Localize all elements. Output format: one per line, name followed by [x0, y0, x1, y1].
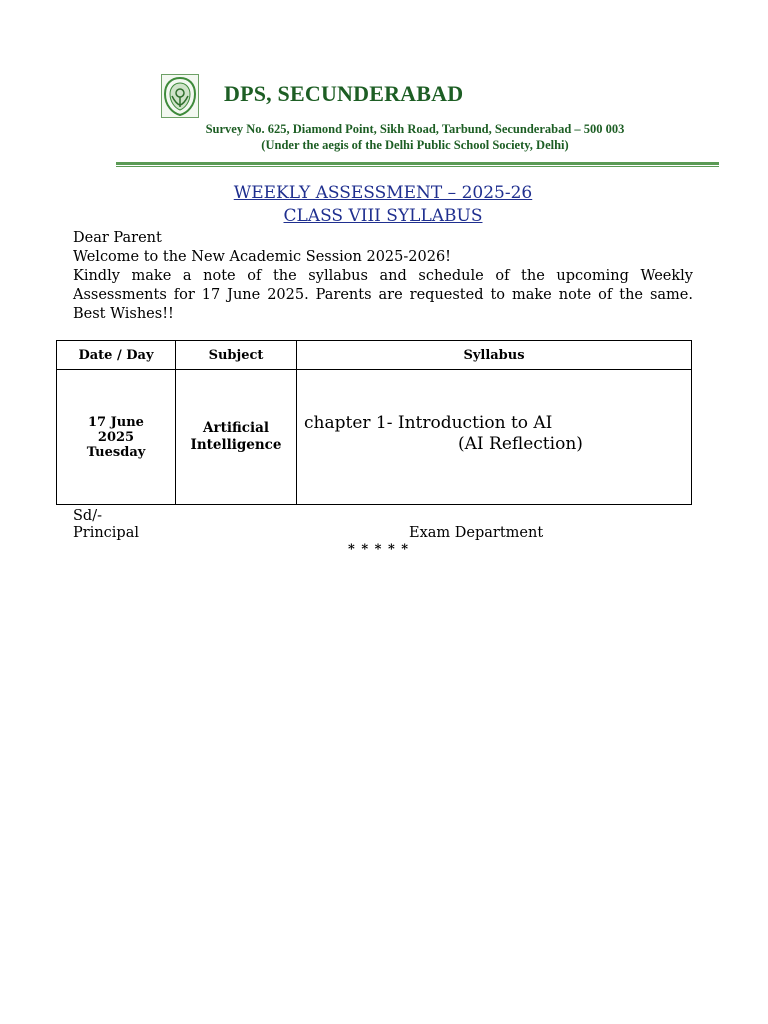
assessment-title: WEEKLY ASSESSMENT – 2025-26: [233, 183, 533, 203]
exam-day: Tuesday: [86, 444, 146, 460]
syllabus-chapter: chapter 1- Introduction to AI: [304, 413, 553, 433]
signature-sd: Sd/-: [73, 508, 102, 524]
subject-line-2: Intelligence: [190, 437, 282, 453]
school-address: Survey No. 625, Diamond Point, Sikh Road, Tarbund, Secunderabad – 500 003: [205, 122, 625, 136]
syllabus-topic: (AI Reflection): [458, 434, 583, 454]
table-header-row: [57, 341, 692, 370]
signature-exam-department: Exam Department: [409, 525, 544, 541]
school-aegis: (Under the aegis of the Delhi Public School Society, Delhi): [261, 138, 569, 152]
dps-crest-icon: [161, 74, 199, 118]
header-divider: [116, 162, 719, 165]
exam-date: 17 June: [88, 414, 144, 430]
date-cell: [57, 370, 176, 505]
school-name: DPS, SECUNDERABAD: [224, 81, 464, 106]
exam-year: 2025: [97, 429, 135, 445]
syllabus-cell: [297, 370, 692, 505]
signature-principal: Principal: [73, 525, 139, 541]
header-divider-thin: [116, 166, 719, 167]
table-row: [57, 370, 692, 505]
subject-line-1: Artificial: [203, 420, 269, 436]
header-syllabus: Syllabus: [297, 341, 692, 370]
letter-welcome: Welcome to the New Academic Session 2025-2026!: [73, 249, 451, 265]
syllabus-title: CLASS VIII SYLLABUS: [283, 206, 483, 226]
end-stars: * * * * *: [348, 542, 410, 557]
subject-cell: [176, 370, 297, 505]
header-date-day: Date / Day: [57, 341, 176, 370]
letter-body: Kindly make a note of the syllabus and schedule of the upcoming Weekly Assessments for 17 June 2025. Parents are requested to make note of the same. Best Wishes!!: [73, 268, 693, 322]
syllabus-table: [56, 340, 692, 505]
letter-greeting: Dear Parent: [73, 230, 162, 246]
header-subject: Subject: [176, 341, 297, 370]
